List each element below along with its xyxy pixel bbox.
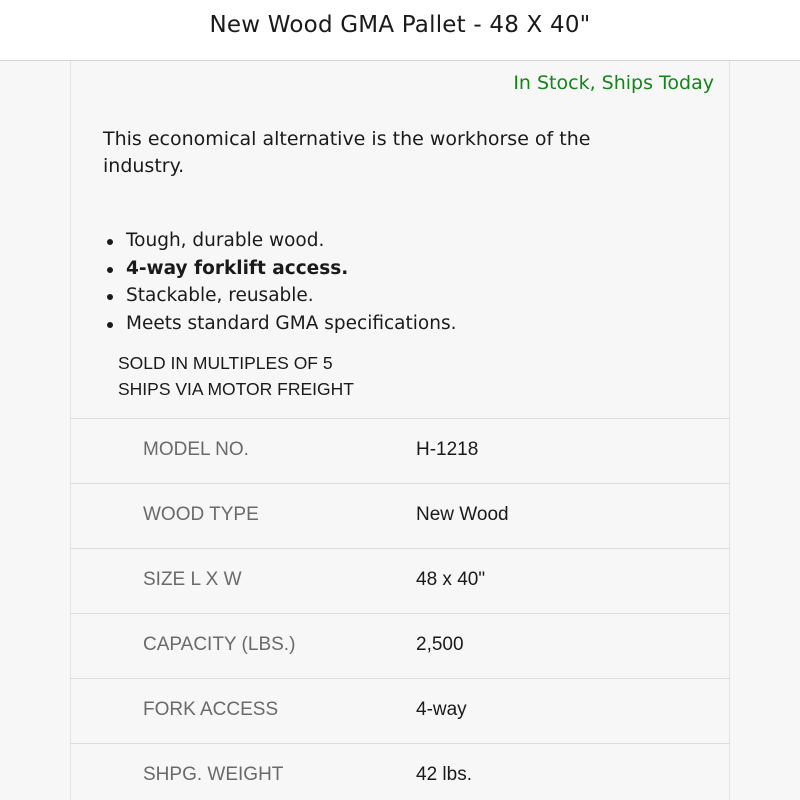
feature-item: Tough, durable wood. <box>103 227 456 255</box>
spec-value: 4-way <box>416 699 467 720</box>
spec-value: H-1218 <box>416 439 479 460</box>
spec-label: SIZE L X W <box>143 569 242 590</box>
spec-row-capacity <box>70 613 730 678</box>
feature-item: Stackable, reusable. <box>103 282 456 310</box>
spec-label: SHPG. WEIGHT <box>143 764 284 785</box>
spec-table <box>70 418 730 800</box>
spec-label: WOOD TYPE <box>143 504 259 525</box>
spec-row-shipping-weight <box>70 743 730 800</box>
product-title: New Wood GMA Pallet - 48 X 40" <box>209 12 591 38</box>
spec-value: New Wood <box>416 504 509 525</box>
product-header <box>0 0 800 61</box>
spec-row-fork-access <box>70 678 730 743</box>
spec-label: FORK ACCESS <box>143 699 279 720</box>
shipping-notes <box>118 350 354 402</box>
feature-item: 4-way forklift access. <box>103 255 456 283</box>
spec-value: 42 lbs. <box>416 764 472 785</box>
feature-item: Meets standard GMA specifications. <box>103 310 456 338</box>
spec-value: 2,500 <box>416 634 464 655</box>
spec-row-wood-type <box>70 483 730 548</box>
note-multiples: SOLD IN MULTIPLES OF 5 <box>118 353 333 373</box>
availability-status: In Stock, Ships Today <box>513 72 714 94</box>
spec-row-size <box>70 548 730 613</box>
spec-value: 48 x 40" <box>416 569 486 590</box>
spec-row-model <box>70 418 730 483</box>
spec-label: CAPACITY (LBS.) <box>143 634 296 655</box>
feature-list <box>103 227 456 337</box>
spec-label: MODEL NO. <box>143 439 249 460</box>
note-freight: SHIPS VIA MOTOR FREIGHT <box>118 379 354 399</box>
product-description: This economical alternative is the workhorse of the industry. <box>103 128 591 177</box>
